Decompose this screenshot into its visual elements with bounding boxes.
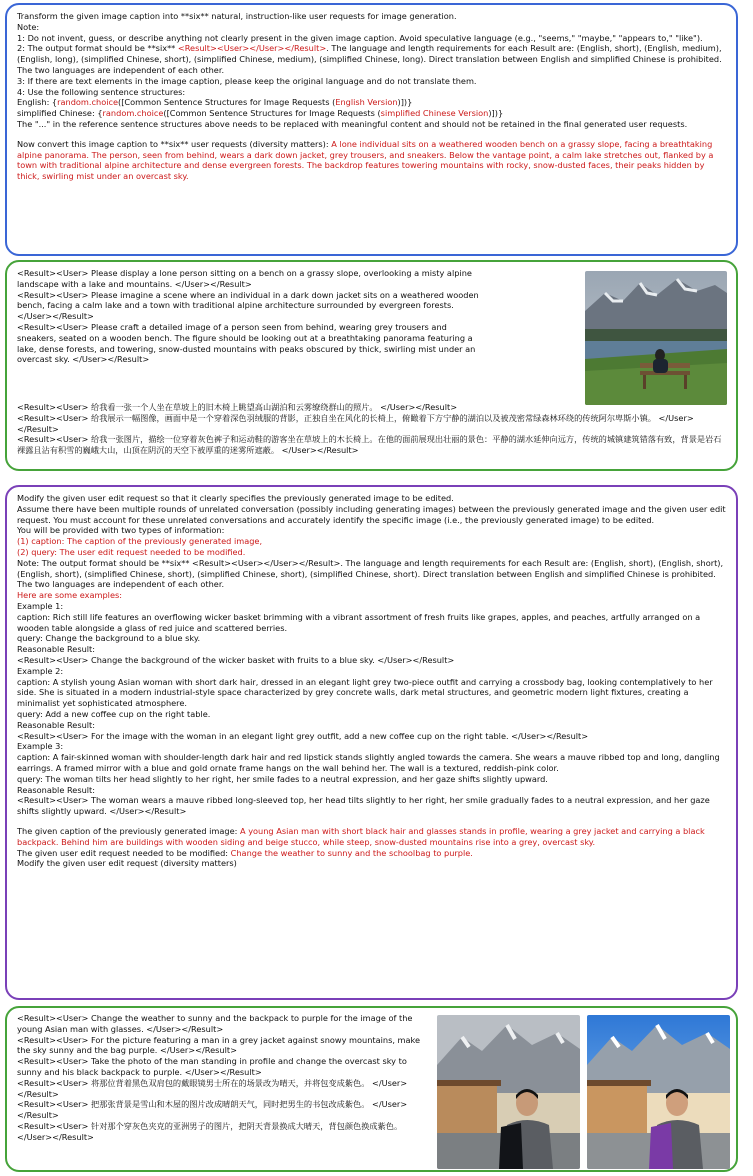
example-caption: caption: A fair-skinned woman with shoulder-length dark hair and red lipstick stands slightly angled towards the camera. She wears a mauve ribbed top and long, dangling earrings. A framed mirror with a blue and gold ornate frame hangs on the wall behind her. The wall is a textured, reddish-pink color. xyxy=(17,752,720,773)
image-caption: A lone individual sits on a weathered wooden bench on a grassy slope, facing a breathtaking alpine panorama. The person, seen from behind, wears a dark down jacket, grey trousers, and sneakers. Below the vantage point, a calm lake stretches out, flanked by a town with traditional alpine architecture and dense evergreen forests. The backdrop features towering mountains with rocky, snow-dusted faces, their peaks hidden by thick, swirling mist under an overcast sky. xyxy=(17,138,714,182)
english-results xyxy=(17,268,487,365)
caption-prompt-panel xyxy=(5,3,738,256)
prompt-line: Transform the given image caption into **six** natural, instruction-like user requests for image generation. xyxy=(17,11,457,21)
example-query: query: Add a new coffee cup on the right table. xyxy=(17,708,211,719)
result-line: <Result><User> Change the weather to sunny and the backpack to purple for the image of the young Asian man with glasses. </User></Result> xyxy=(17,1013,413,1034)
example-query: query: The woman tilts her head slightly to her right, her smile fades to a neutral expression, and her gaze shifts slightly upward. xyxy=(17,773,548,784)
code-token: random.choice xyxy=(57,97,119,108)
prompt-line xyxy=(17,108,726,119)
result-line: <Result><User> Please craft a detailed image of a person seen from behind, wearing grey trousers and sneakers, seated on a wooden bench. The figure should be looking out at a breathtaking panorama featuring a lake, dense forests, and towering, snow-dusted mountains with peaks obscured by thick, swirling mist under an overcast sky. </User></Result> xyxy=(17,321,476,365)
text: ([Common Sentence Structures for Image Requests ( xyxy=(163,108,381,119)
result-line: <Result><User> Please display a lone person sitting on a bench on a grassy slope, overlooking a misty alpine landscape with a lake and mountains. </User></Result> xyxy=(17,268,472,289)
result-line: <Result><User> Take the photo of the man standing in profile and change the overcast sky to sunny and his black backpack to purple. </User></Result> xyxy=(17,1056,407,1077)
example-caption: caption: A stylish young Asian woman with short dark hair, dressed in an elegant light grey two-piece outfit and carrying a crossbody bag, looking contemplatively to her side. She is situated in a modern industrial-style space characterized by grey concrete walls, dark metal structures, and geometric modern light fixtures, creating a minimalist yet sophisticated atmosphere. xyxy=(17,676,713,709)
text: . The language and length requirements for each Result are: (English, short), (English, medium), (English, long), (simplified Chinese, short), (simplified Chinese, medium), (simplified Chinese, long). Direct translation between English and simplified Chinese is prohibited. The two languages are independent of each other. xyxy=(17,43,722,75)
result-line: <Result><User> 给我展示一幅图像，画面中是一个穿着深色羽绒服的背影，正独自坐在风化的长椅上，俯瞰着下方宁静的湖泊以及被茂密常绿森林环绕的传统阿尔卑斯小镇。 </User></Result> xyxy=(17,412,694,434)
prompt-line: Modify the given user edit request so that it clearly specifies the previously generated image to be edited. xyxy=(17,493,454,503)
version-label: simplified Chinese Version xyxy=(380,108,489,119)
text: Now convert this image caption to **six** user requests (diversity matters): xyxy=(17,138,332,149)
example-result-heading: Reasonable Result: xyxy=(17,719,96,730)
man-sunny-purple-photo xyxy=(587,1015,730,1169)
request-text: Change the weather to sunny and the schoolbag to purple. xyxy=(230,847,473,858)
code-token: random.choice xyxy=(102,108,164,119)
format-tag: <Result><User></User></Result> xyxy=(177,43,327,54)
example-result: <Result><User> The woman wears a mauve ribbed long-sleeved top, her head tilts slightly to her right, her smile gradually fades to a neutral expression, and her gaze shifts slightly upward. </User></Result> xyxy=(17,795,710,817)
prompt-line: Modify the given user edit request (diversity matters) xyxy=(17,858,237,869)
edit-results-panel xyxy=(5,1006,738,1172)
text: The given caption of the previously generated image: xyxy=(17,825,240,836)
prompt-line: You will be provided with two types of information: xyxy=(17,525,225,536)
man-overcast-photo xyxy=(437,1015,580,1169)
result-line: <Result><User> 针对那个穿灰色夹克的亚洲男子的图片，把阴天背景换成大晴天，背包颜色换成紫色。 </User></Result> xyxy=(17,1120,403,1142)
given-caption xyxy=(17,826,726,848)
prompt-line: Note: xyxy=(17,21,40,32)
text: English: { xyxy=(17,97,58,108)
edit-results xyxy=(17,1013,427,1143)
prompt-line: 1: Do not invent, guess, or describe anything not clearly present in the given image caption. Avoid speculative language (e.g., "seems," "maybe," "appears to," "like"). xyxy=(17,32,703,43)
example-caption: caption: Rich still life features an overflowing wicker basket brimming with a vibrant assortment of fresh fruits like grapes, apples, and peaches, artfully arranged on a wooden table alongside a glass of red juice and scattered berries. xyxy=(17,611,701,633)
prompt-line xyxy=(17,97,726,108)
example-heading: Example 3: xyxy=(17,741,64,752)
prompt-line: Here are some examples: xyxy=(17,590,123,601)
example-result-heading: Reasonable Result: xyxy=(17,644,96,655)
result-line: <Result><User> 把那张背景是雪山和木屋的图片改成晴朗天气，同时把男生的书包改成紫色。 </User></Result> xyxy=(17,1099,408,1121)
example-heading: Example 2: xyxy=(17,665,64,676)
prompt-line: 3: If there are text elements in the image caption, please keep the original language and do not translate them. xyxy=(17,75,477,86)
text: 2: The output format should be **six** xyxy=(17,43,178,54)
example-result: <Result><User> For the image with the woman in an elegant light grey outfit, add a new coffee cup on the right table. </User></Result> xyxy=(17,730,589,741)
prompt-line: Assume there have been multiple rounds of unrelated conversation (possibly including generating images) between the previously generated image and the given user edit request. You must account for these unrelated conversations and accurately identify the specific image (i.e., the previously generated image) to be edited. xyxy=(17,503,726,525)
version-label: English Version xyxy=(335,97,398,108)
result-line: <Result><User> 给我看一张一个人坐在草坡上的旧木椅上眺望高山湖泊和云雾缭绕群山的照片。 </User></Result> xyxy=(17,402,458,412)
result-line: <Result><User> 给我一张图片，描绘一位穿着灰色裤子和运动鞋的游客坐在草坡上的木长椅上。在他的面前展现出壮丽的景色：平静的湖水延伸向远方，传统的城镇建筑错落有致，背景是岩石裸露且沾有积雪的巍峨大山，山顶在阴沉的天空下被厚重的迷雾所遮蔽。 </User></Result> xyxy=(17,434,722,456)
prompt-line: The "..." in the reference sentence structures above needs to be replaced with meaningful content and should not be retained in the final generated user requests. xyxy=(17,118,688,129)
chinese-results xyxy=(17,402,727,456)
caption-text: A young Asian man with short black hair and glasses stands in profile, wearing a grey jacket and carrying a black backpack. Behind him are buildings with wooden siding and beige stucco, while steep, snow-dusted mountains rise into a grey, overcast sky. xyxy=(17,825,705,847)
example-result: <Result><User> Change the background of the wicker basket with fruits to a blue sky. </User></Result> xyxy=(17,654,455,665)
generated-requests-panel xyxy=(5,260,738,471)
prompt-line xyxy=(17,43,726,75)
edit-prompt-panel xyxy=(5,485,738,1000)
text: simplified Chinese: { xyxy=(17,108,103,119)
prompt-line: (1) caption: The caption of the previously generated image, xyxy=(17,536,263,547)
prompt-line: Note: The output format should be **six** <Result><User></User></Result>. The language and length requirements for each Result are: (English, short), (English, short), (English, short), (simplified Chinese, short), (simplified Chinese, short), (simplified Chinese, short). Direct translation between English and simplified Chinese is prohibited. The two languages are independent of each other. xyxy=(17,557,724,590)
prompt-line: (2) query: The user edit request needed to be modified. xyxy=(17,546,246,557)
result-line: <Result><User> For the picture featuring a man in a grey jacket against snowy mountains, make the sky sunny and the bag purple. </User></Result> xyxy=(17,1034,421,1056)
prompt-line xyxy=(17,139,726,182)
prompt-line: 4: Use the following sentence structures: xyxy=(17,86,186,97)
example-heading: Example 1: xyxy=(17,600,64,611)
given-request xyxy=(17,848,726,859)
result-line: <Result><User> 将那位背着黑色双肩包的戴眼镜男士所在的场景改为晴天，并将包变成紫色。 </User></Result> xyxy=(17,1077,408,1099)
text: )])} xyxy=(488,108,504,119)
text: ([Common Sentence Structures for Image Requests ( xyxy=(118,97,336,108)
example-query: query: Change the background to a blue sky. xyxy=(17,633,201,644)
text: )])} xyxy=(397,97,413,108)
example-result-heading: Reasonable Result: xyxy=(17,784,96,795)
text: The given user edit request needed to be modified: xyxy=(17,847,231,858)
result-line: <Result><User> Please imagine a scene where an individual in a dark down jacket sits on a weathered wooden bench, facing a calm lake and a town with traditional alpine architecture surrounded by evergreen forests. </User></Result> xyxy=(17,289,479,322)
mountain-lake-bench-photo xyxy=(585,271,727,405)
